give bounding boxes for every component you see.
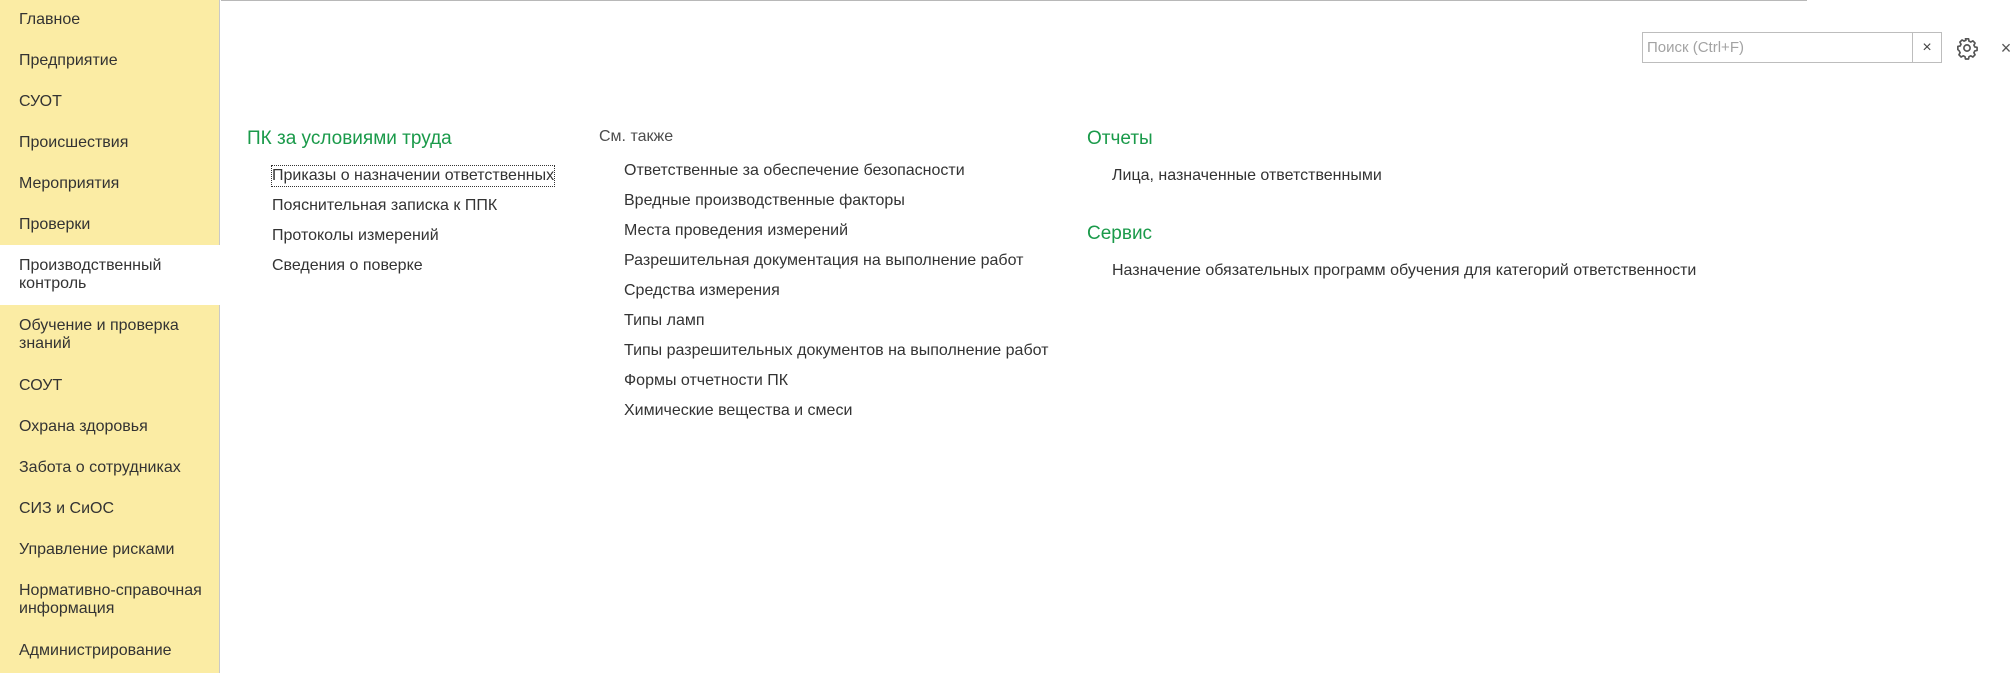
sidebar-item-label: Нормативно-справочная информация [19,582,202,617]
link-responsibility-orders[interactable]: Приказы о назначении ответственных [272,167,555,184]
sidebar-item-label: Обучение и проверка знаний [19,317,179,352]
sidebar-item-label: СОУТ [19,376,63,394]
search-box [1642,32,1942,63]
sidebar-item-sout[interactable] [0,365,219,406]
close-icon: × [2000,37,2012,58]
sidebar-item-risk-management[interactable] [0,529,219,570]
sidebar-item-training[interactable] [0,305,219,365]
sidebar-item-label: Главное [19,10,81,28]
link-assigned-responsibles-report[interactable]: Лица, назначенные ответственными [1112,167,1382,184]
link-chemical-substances[interactable]: Химические вещества и смеси [624,402,853,419]
sidebar-item-label: Администрирование [19,641,172,659]
sidebar-item-label: Предприятие [19,51,118,69]
sidebar-item-label: Охрана здоровья [19,417,148,435]
clear-search-button[interactable] [1912,33,1941,62]
link-permit-document-types[interactable]: Типы разрешительных документов на выполнение работ [624,342,1049,359]
link-measurement-places[interactable]: Места проведения измерений [624,222,849,239]
link-measurement-protocols[interactable]: Протоколы измерений [272,227,439,244]
sidebar-item-inspections[interactable] [0,204,219,245]
sidebar-item-label: СИЗ и СиОС [19,499,115,517]
close-button[interactable] [1997,38,2015,58]
sidebar-item-reference-info[interactable] [0,570,219,630]
settings-button[interactable] [1956,37,1978,59]
sidebar-item-label: Происшествия [19,133,129,151]
sidebar-item-production-control[interactable] [0,245,220,305]
sidebar-item-employee-care[interactable] [0,447,219,488]
sidebar-item-label: СУОТ [19,92,62,110]
sidebar-item-label: Производственный контроль [19,257,162,292]
sidebar-item-label: Мероприятия [19,174,120,192]
sidebar-item-activities[interactable] [0,163,219,204]
link-ppk-explanatory-note[interactable]: Пояснительная записка к ППК [272,197,498,214]
search-input[interactable] [1643,33,1912,62]
link-verification-info[interactable]: Сведения о поверке [272,257,423,274]
sidebar-item-health[interactable] [0,406,219,447]
gear-icon [1956,37,1978,59]
sidebar-item-ppe[interactable] [0,488,219,529]
link-measurement-instruments[interactable]: Средства измерения [624,282,780,299]
section-title-service: Сервис [1087,223,1153,244]
link-mandatory-training-assignment[interactable]: Назначение обязательных программ обучения для категорий ответственности [1112,262,1697,279]
see-also-title: См. также [599,128,674,145]
sidebar-item-suot[interactable] [0,81,219,122]
sidebar-item-incidents[interactable] [0,122,219,163]
link-lamp-types[interactable]: Типы ламп [624,312,705,329]
section-title-working-conditions: ПК за условиями труда [247,128,452,149]
sidebar-item-label: Управление рисками [19,540,175,558]
link-harmful-factors[interactable]: Вредные производственные факторы [624,192,905,209]
link-safety-responsibles[interactable]: Ответственные за обеспечение безопасности [624,162,965,179]
main-panel [221,0,2012,673]
clear-icon: × [1922,38,1932,56]
sidebar-item-label: Проверки [19,215,91,233]
section-title-reports: Отчеты [1087,128,1153,149]
sidebar [0,0,220,673]
sidebar-item-administration[interactable] [0,630,219,671]
link-pk-report-forms[interactable]: Формы отчетности ПК [624,372,789,389]
sidebar-item-label: Забота о сотрудниках [19,458,181,476]
link-permit-documentation[interactable]: Разрешительная документация на выполнение работ [624,252,1024,269]
sidebar-item-main[interactable] [0,0,219,40]
sidebar-item-enterprise[interactable] [0,40,219,81]
